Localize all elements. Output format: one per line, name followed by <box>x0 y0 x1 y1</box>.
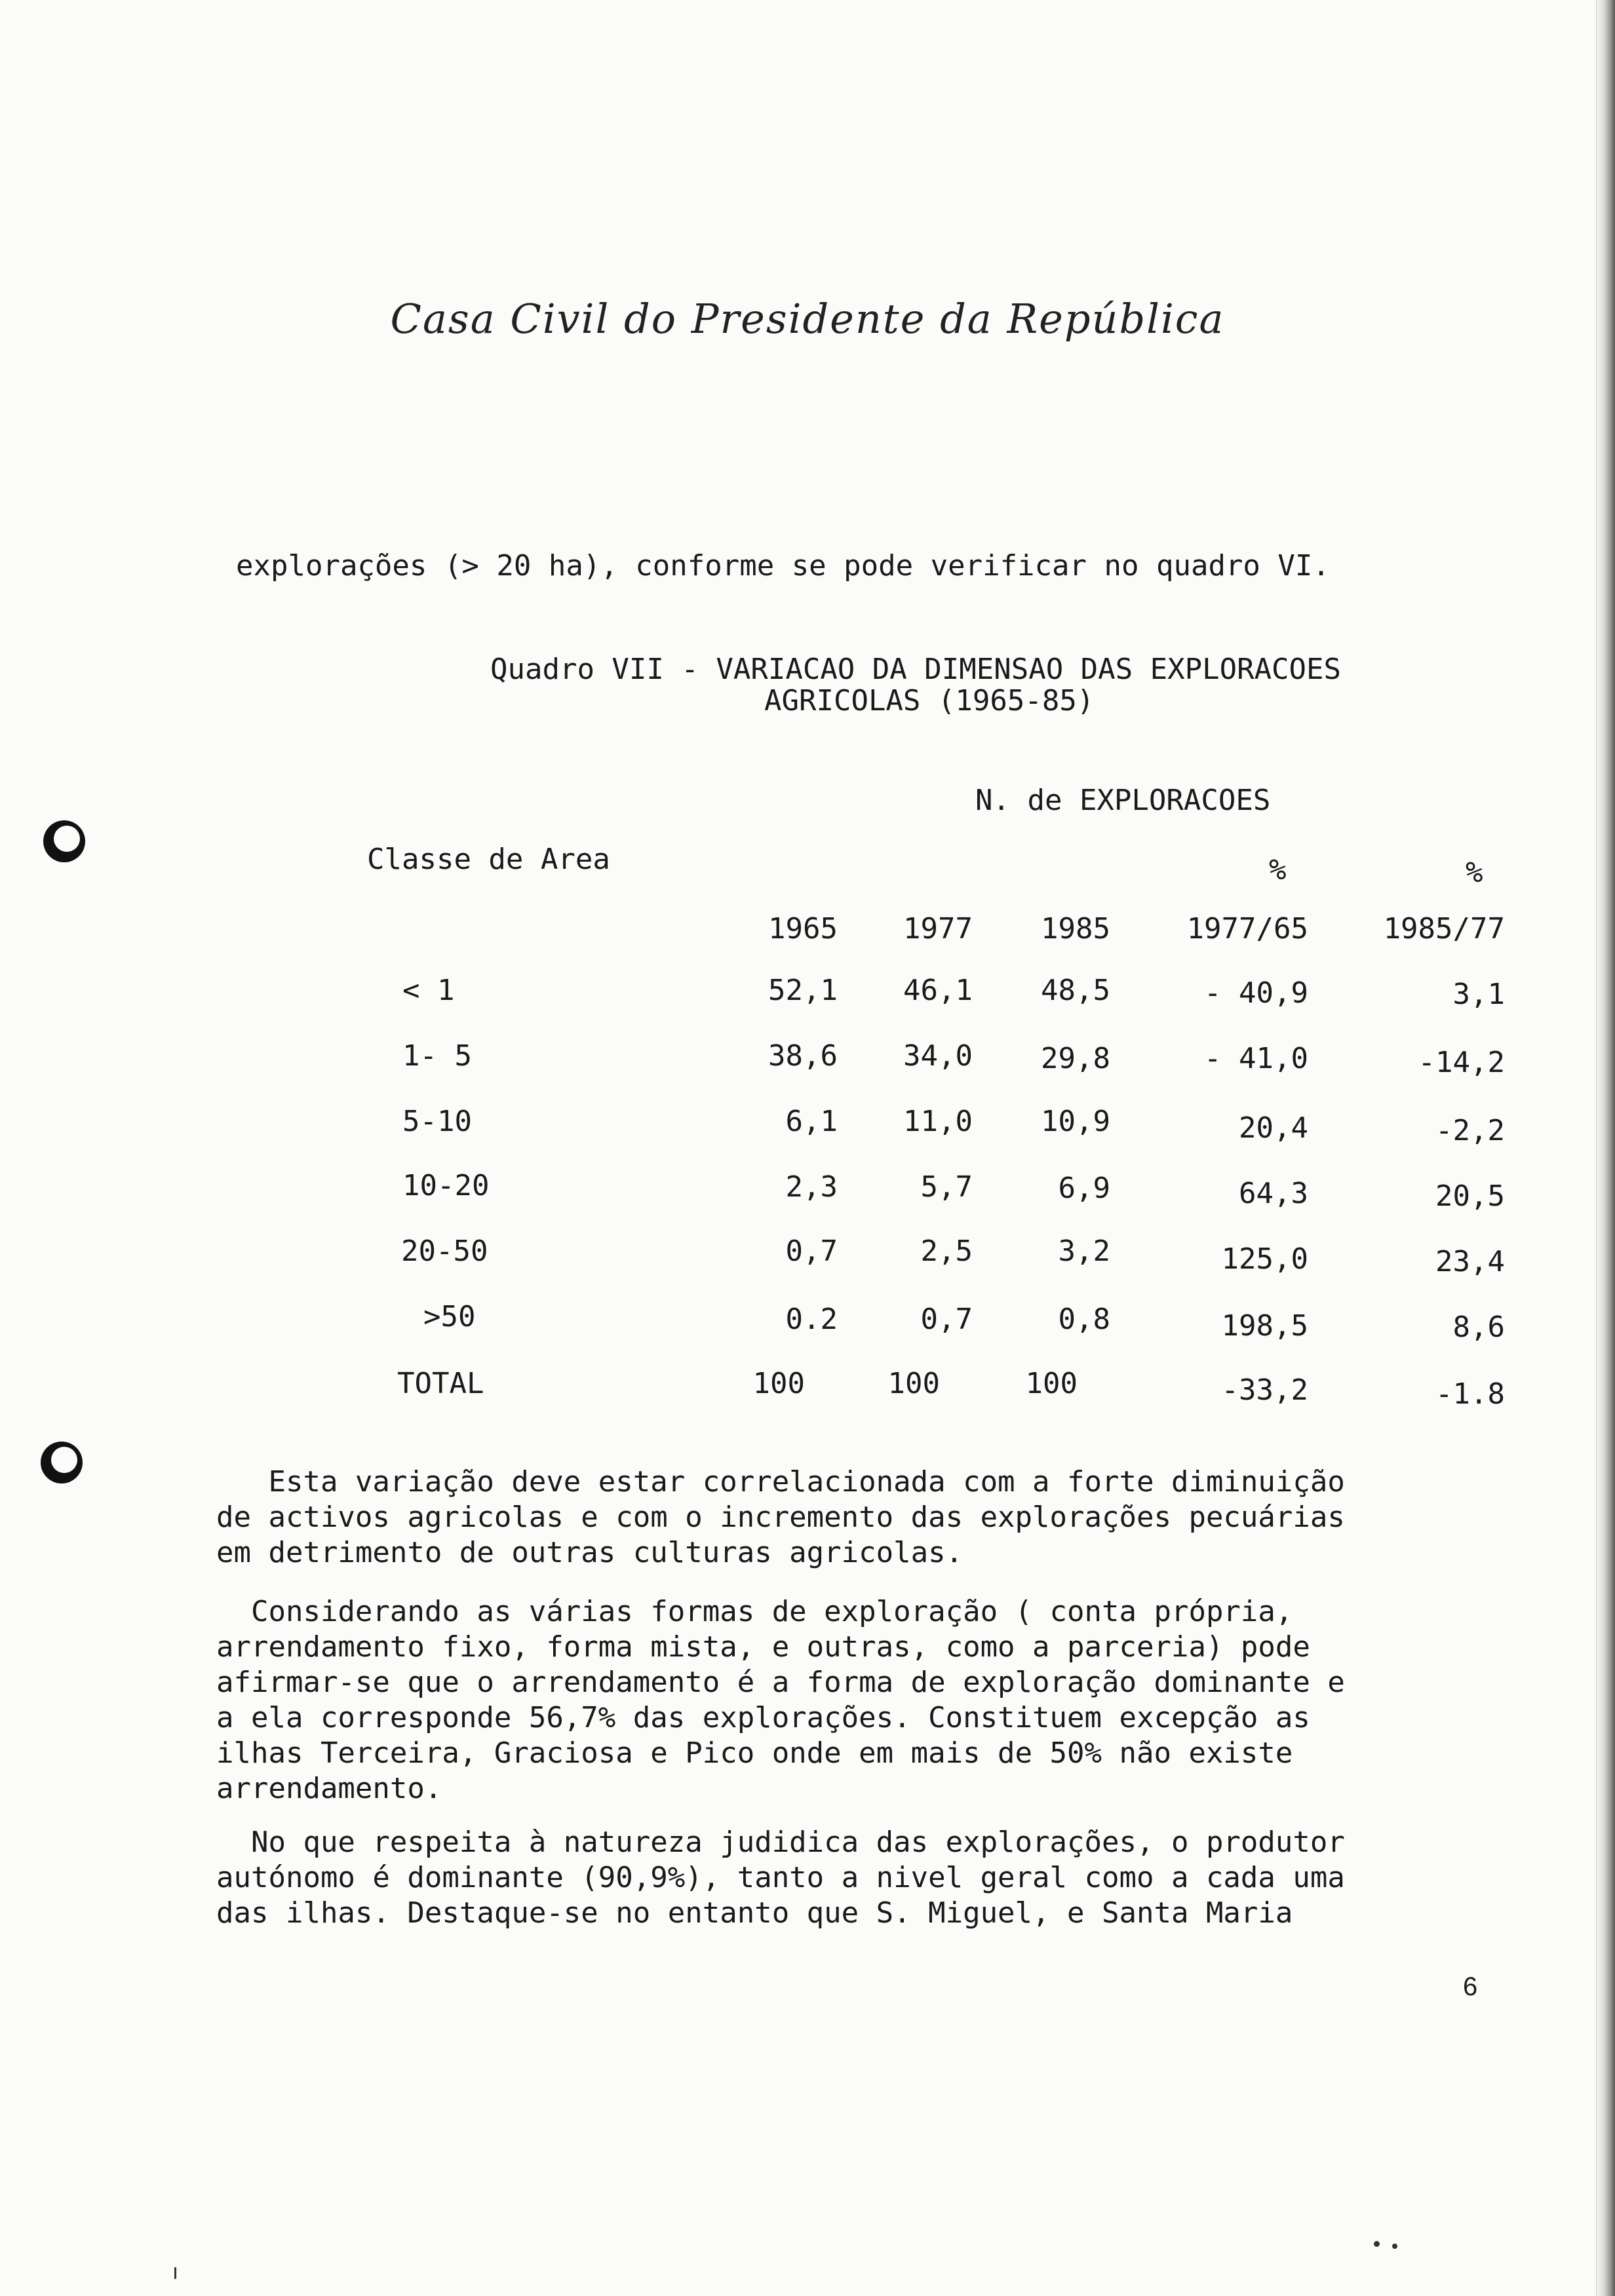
page-edge-shadow <box>1597 0 1615 2296</box>
table-cell: 20,5 <box>1435 1179 1505 1213</box>
table-cell: 2,3 <box>785 1170 838 1204</box>
table-cell: 38,6 <box>768 1039 838 1073</box>
punch-hole <box>43 820 85 862</box>
paragraph-line: No que respeita à natureza judidica das explorações, o produtor <box>216 1826 1345 1859</box>
table-row-label: 1- 5 <box>402 1039 472 1073</box>
table-row-label: 20-50 <box>401 1234 488 1268</box>
table-row-label: >50 <box>423 1300 476 1333</box>
table-cell: - 41,0 <box>1204 1042 1308 1075</box>
paragraph-line: em detrimento de outras culturas agricolas. <box>216 1536 963 1569</box>
table-cell: 20,4 <box>1239 1111 1308 1145</box>
paragraph-line: arrendamento. <box>216 1772 442 1805</box>
table-cell: -14,2 <box>1418 1046 1505 1079</box>
paragraph-line: Esta variação deve estar correlacionada com a forte diminuição <box>216 1465 1345 1499</box>
table-cell: 0,7 <box>785 1234 838 1268</box>
page-number: 6 <box>1463 1972 1478 2001</box>
table-cell: 10,9 <box>1041 1105 1110 1138</box>
table-column-header: 1965 <box>768 912 838 946</box>
table-cell: 3,1 <box>1452 978 1505 1011</box>
paragraph-line: autónomo é dominante (90,9%), tanto a nivel geral como a cada uma <box>216 1861 1345 1894</box>
scan-speck <box>1392 2244 1397 2249</box>
table-row-label: < 1 <box>402 974 455 1007</box>
table-cell: 100 <box>1025 1367 1078 1400</box>
intro-line: explorações (> 20 ha), conforme se pode verificar no quadro VI. <box>236 549 1330 583</box>
table-cell: 125,0 <box>1221 1242 1308 1276</box>
table-cell: 0,8 <box>1058 1303 1110 1336</box>
table-cell: - 40,9 <box>1204 976 1308 1010</box>
table-cell: 3,2 <box>1058 1234 1110 1268</box>
table-cell: 11,0 <box>903 1105 973 1138</box>
table-cell: 34,0 <box>903 1039 973 1073</box>
table-row-label: 10-20 <box>402 1169 490 1202</box>
letterhead: Casa Civil do Presidente da República <box>390 295 1225 343</box>
table-cell: -2,2 <box>1435 1114 1505 1147</box>
table-cell: 5,7 <box>920 1170 973 1204</box>
table-cell: 48,5 <box>1041 974 1110 1007</box>
table-cell: 6,9 <box>1058 1172 1110 1205</box>
table-cell: 2,5 <box>920 1234 973 1268</box>
table-cell: 64,3 <box>1239 1177 1308 1210</box>
table-cell: -33,2 <box>1221 1373 1308 1407</box>
table-row-label: TOTAL <box>397 1367 484 1400</box>
table-cell: 46,1 <box>903 974 973 1007</box>
table-caption-line-1: Quadro VII - VARIACAO DA DIMENSAO DAS EXPLORACOES <box>490 653 1342 686</box>
paragraph-line: de activos agricolas e com o incremento das explorações pecuárias <box>216 1501 1345 1534</box>
table-column-header: 1977/65 <box>1186 912 1308 946</box>
table-cell: 52,1 <box>768 974 838 1007</box>
paragraph-line: afirmar-se que o arrendamento é a forma de exploração dominante e <box>216 1666 1345 1699</box>
table-cell: 100 <box>752 1367 805 1400</box>
table-column-header: 1977 <box>903 912 973 946</box>
table-group-header: N. de EXPLORACOES <box>975 784 1271 817</box>
paragraph-line: Considerando as várias formas de exploração ( conta própria, <box>216 1595 1293 1628</box>
table-column-header: 1985/77 <box>1383 912 1505 946</box>
punch-hole <box>41 1442 83 1483</box>
table-cell: 29,8 <box>1041 1042 1110 1075</box>
paragraph-line: a ela corresponde 56,7% das explorações. Constituem excepção as <box>216 1701 1310 1734</box>
paragraph-line: arrendamento fixo, forma mista, e outras, como a parceria) pode <box>216 1630 1310 1664</box>
table-caption-line-2: AGRICOLAS (1965-85) <box>764 684 1095 718</box>
pct-symbol: % <box>1269 853 1287 887</box>
scan-speck <box>1374 2241 1380 2247</box>
table-row-label: 5-10 <box>402 1105 472 1138</box>
table-cell: 23,4 <box>1435 1245 1505 1278</box>
pct-symbol: % <box>1466 856 1483 889</box>
table-cell: 198,5 <box>1221 1309 1308 1343</box>
scan-speck <box>174 2267 176 2279</box>
paragraph-line: das ilhas. Destaque-se no entanto que S. Miguel, e Santa Maria <box>216 1896 1293 1930</box>
table-row-header: Classe de Area <box>367 843 610 876</box>
paragraph-line: ilhas Terceira, Graciosa e Pico onde em mais de 50% não existe <box>216 1736 1293 1770</box>
table-cell: -1.8 <box>1435 1377 1505 1411</box>
table-cell: 6,1 <box>785 1105 838 1138</box>
table-cell: 0.2 <box>785 1303 838 1336</box>
table-cell: 8,6 <box>1452 1311 1505 1344</box>
table-column-header: 1985 <box>1041 912 1110 946</box>
table-cell: 0,7 <box>920 1303 973 1336</box>
table-cell: 100 <box>887 1367 940 1400</box>
